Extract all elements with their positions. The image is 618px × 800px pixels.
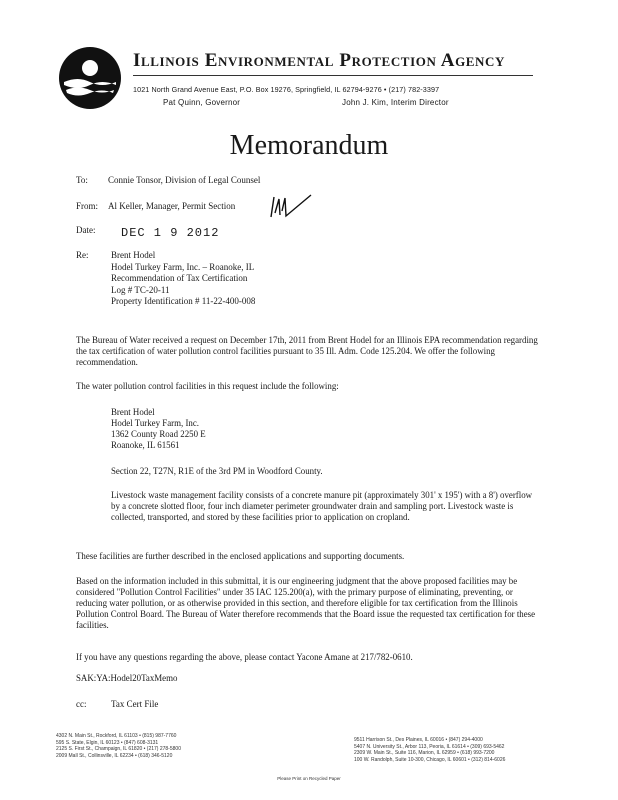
footer-line: 2009 Mall St., Collinsville, IL 62234 • (618) 346-5120 xyxy=(56,752,173,759)
from-label: From: xyxy=(76,201,99,211)
cc-value: Tax Cert File xyxy=(111,699,159,709)
body-paragraph-5: If you have any questions regarding the above, please contact Yacone Amane at 217/782-0610. xyxy=(76,652,413,662)
footer-line: 5407 N. University St., Arbor 113, Peoria, IL 61614 • (309) 693-5462 xyxy=(354,743,505,750)
body-paragraph-1: The Bureau of Water received a request on December 17th, 2011 from Brent Hodel for an Illinois EPA recommendation regarding the tax certification of water pollution control facilities pursuant to 35 Ill. Adm. Code 125.204. We offer the following recommendation. xyxy=(76,335,538,367)
body-paragraph-3: These facilities are further described in the enclosed applications and supporting documents. xyxy=(76,551,405,561)
date-label: Date: xyxy=(76,225,96,235)
body-paragraph-4: Based on the information included in this submittal, it is our engineering judgment that the above proposed facilities may be considered "Pollution Control Facilities" under 35 IAC 125.200(a), with the primary purpose of eliminating, preventing, or reducing water pollution, or as otherwise provided in this section, and therefore eligible for tax certification from the Illinois Pollution Control Board. The Bureau of Water therefore recommends that the Board issue the requested tax certification for these facilities. xyxy=(76,576,536,630)
section-location: Section 22, T27N, R1E of the 3rd PM in Woodford County. xyxy=(111,466,323,476)
footer-line: 4302 N. Main St., Rockford, IL 61103 • (815) 987-7760 xyxy=(56,733,177,739)
re-label: Re: xyxy=(76,250,89,260)
agency-name: Illinois Environmental Protection Agency xyxy=(133,50,506,71)
body-paragraph-2: The water pollution control facilities in this request include the following: xyxy=(76,381,339,391)
re-line: Hodel Turkey Farm, Inc. – Roanoke, IL xyxy=(111,261,255,272)
from-value: Al Keller, Manager, Permit Section xyxy=(108,201,236,211)
cc-label: cc: xyxy=(76,699,87,709)
footer-line: 9511 Harrison St., Des Plaines, IL 60016 • (847) 294-4000 xyxy=(354,737,483,743)
re-line: Recommendation of Tax Certification xyxy=(111,273,248,283)
address-line: Brent Hodel xyxy=(111,407,155,417)
facility-address xyxy=(111,407,541,451)
re-line: Brent Hodel xyxy=(111,250,156,260)
footer-line: 2309 W. Main St., Suite 116, Marion, IL 62959 • (618) 993-7200 xyxy=(354,750,495,756)
reference-initials: SAK:YA:Hodel20TaxMemo xyxy=(76,673,178,683)
letterhead-rule xyxy=(133,75,533,76)
agency-address: 1021 North Grand Avenue East, P.O. Box 19276, Springfield, IL 62794-9276 • (217) 782-3397 xyxy=(133,85,440,94)
date-stamp: DEC 1 9 2012 xyxy=(121,226,220,240)
signature-initials-icon xyxy=(265,193,315,221)
re-line: Log # TC-20-11 xyxy=(111,284,170,295)
to-label: To: xyxy=(76,175,88,185)
to-value: Connie Tonsor, Division of Legal Counsel xyxy=(108,175,261,185)
address-line: Hodel Turkey Farm, Inc. xyxy=(111,418,200,428)
re-block xyxy=(111,250,255,308)
address-line: Roanoke, IL 61561 xyxy=(111,440,180,450)
memo-title: Memorandum xyxy=(229,130,389,161)
footer-offices-right xyxy=(354,737,505,763)
governor-name: Pat Quinn, Governor xyxy=(163,98,241,107)
footer-line: 100 W. Randolph, Suite 10-300, Chicago, IL 60601 • (312) 814-6026 xyxy=(354,756,506,763)
footer-offices-left xyxy=(56,733,181,759)
iepa-logo-icon xyxy=(58,46,122,110)
footer-line: 595 S. State, Elgin, IL 60123 • (847) 608-3131 xyxy=(56,739,159,746)
re-line: Property Identification # 11-22-400-008 xyxy=(111,296,256,306)
livestock-description: Livestock waste management facility consists of a concrete manure pit (approximately 301' x 195') with a 8') overflow by a concrete slotted floor, four inch diameter perimeter groundwater drain and sampling port. Livestock waste is collected, transported, and stored by these facilities prior to application on cropland. xyxy=(111,490,533,522)
director-name: John J. Kim, Interim Director xyxy=(342,98,449,107)
recycled-paper-note: Please Print on Recycled Paper xyxy=(277,776,341,781)
address-line: 1362 County Road 2250 E xyxy=(111,429,206,439)
footer-line: 2125 S. First St., Champaign, IL 61820 • (217) 278-5800 xyxy=(56,746,181,752)
